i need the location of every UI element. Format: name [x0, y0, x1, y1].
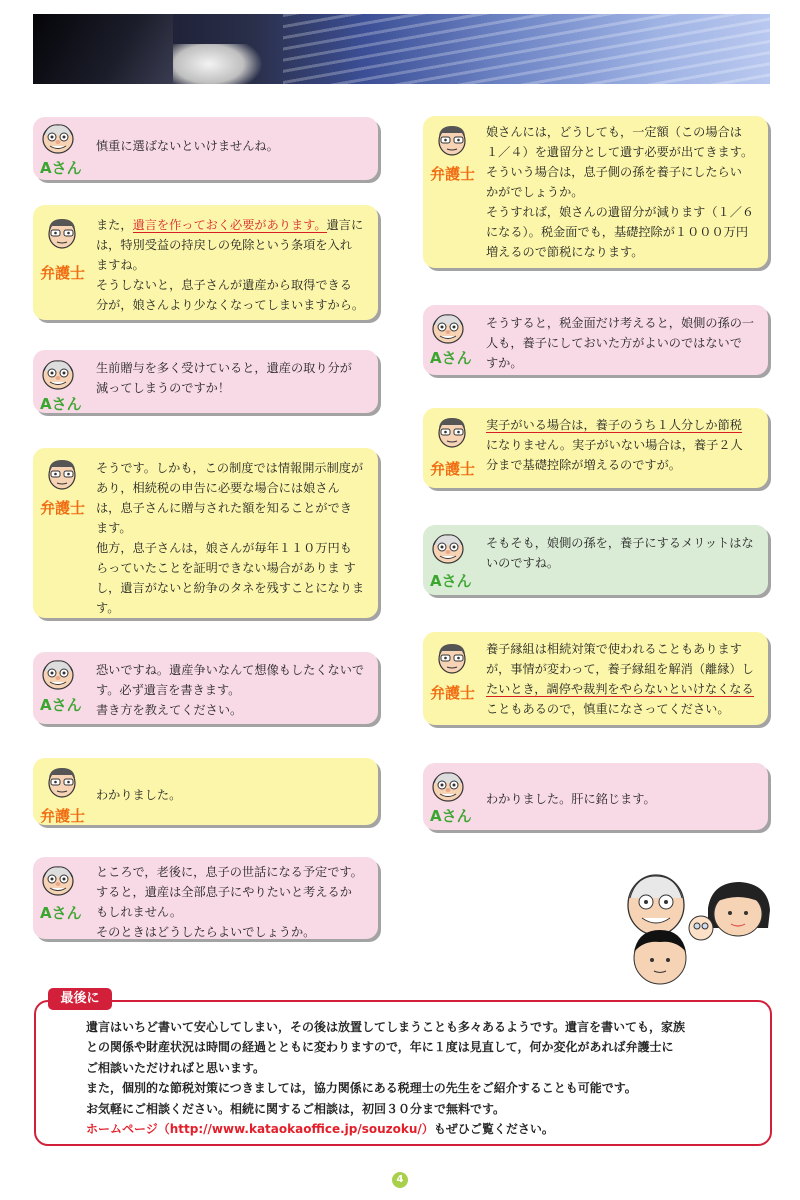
old-man-avatar-icon [38, 862, 78, 896]
dialog-text: そうすると，税金面だけ考えると，娘側の孫の一 人も，養子にしておいた方がよいのではないで すか。 [486, 316, 755, 370]
dialog-text: 生前贈与を多く受けていると，遺産の取り分が 減ってしまうのですか！ [96, 361, 352, 395]
header-photo-suit [33, 14, 173, 84]
speaker-lawyer-label: 弁護士 [40, 499, 86, 517]
dialog-text: 養子縁組は相続対策で使われることもあります が，事情が変わって，養子縁組を解消（離縁）し たいとき，調停や裁判をやらないといけなくなる こともあるので，慎重になさってください。 [486, 642, 754, 716]
dialog-text: そうです。しかも，この制度では情報開示制度が あり，相続税の申告に必要な場合には娘さん は，息子さんに贈与された額を知ることができ ます。 他方，息子さんは，娘さんが毎年１１０万円も らっていたことを証明できない場合がありま す し，遺言がないと紛争のタネを残すことになりま す。 [96, 461, 365, 615]
old-man-avatar-icon [38, 120, 78, 154]
lawyer-avatar-icon [42, 764, 82, 798]
header-banner [33, 14, 770, 84]
lawyer-avatar-icon [42, 456, 82, 490]
old-man-face-icon [628, 875, 684, 935]
dialog-text: 実子がいる場合は，養子のうち１人分しか節税 になりません。実子がいない場合は，養子２人 分まで基礎控除が増えるのですが。 [486, 418, 743, 472]
old-man-avatar-icon [38, 656, 78, 690]
woman-face-icon [708, 882, 770, 936]
family-illustration [616, 870, 786, 990]
dialog-text: また，遺言を作っておく必要があります。遺言に は，特別受益の持戻しの免除という条項を入れ ますね。 そうしないと，息子さんが遺産から取得できる 分が，娘さんより少なくなってしまいますから。 [96, 218, 365, 312]
final-note-text: 遺言はいちど書いて安心してしまい，その後は放置してしまうことも多々あるようです。遺言を書いても，家族 との関係や財産状況は時間の経過とともに変わりますので，年に１度は見直して，何か変化があれば弁護士に ご相談いただければと思います。 また，個別的な節税対策につきましては，協力関係にある税理士の先生をご紹介することも可能です。 お気軽にご相談ください。相続に関するご相談は，初回３０分まで無料です。 ホームページ（http://www.kataokaoffice.jp/souzoku/）もぜひご覧ください。 [86, 1020, 686, 1137]
speaker-lawyer-label: 弁護士 [40, 264, 86, 282]
dialog-text: わかりました。肝に銘じます。 [486, 792, 656, 806]
dialog-text: 恐いですね。遺産争いなんて想像もしたくないで す。必ず遺言を書きます。 書き方を教えてください。 [96, 663, 365, 717]
speaker-a-label: Aさん [40, 696, 82, 714]
old-man-avatar-icon [428, 768, 468, 802]
lawyer-avatar-icon [432, 640, 472, 674]
homepage-link[interactable]: ホームページ（http://www.kataokaoffice.jp/souzoku/） [86, 1122, 434, 1137]
dialog-text: ところで，老後に，息子の世話になる予定です。 すると，遺産は全部息子にやりたいと考えるか もしれません。 そのときはどうしたらよいでしょうか。 [96, 865, 363, 939]
page-number: 4 [392, 1172, 408, 1188]
dialog-text: そもそも，娘側の孫を，養子にするメリットはな いのですね。 [486, 536, 754, 570]
dialog-text: わかりました。 [96, 788, 182, 802]
speaker-a-label: Aさん [430, 349, 472, 367]
speaker-lawyer-label: 弁護士 [430, 684, 476, 702]
dialog-text: 慎重に選ばないといけませんね。 [96, 139, 279, 153]
speaker-lawyer-label: 弁護士 [430, 460, 476, 478]
speaker-a-label: Aさん [430, 572, 472, 590]
speaker-a-label: Aさん [40, 904, 82, 922]
boy-face-icon [634, 930, 686, 984]
speaker-lawyer-label: 弁護士 [430, 165, 476, 183]
old-man-avatar-icon [428, 530, 468, 564]
lawyer-avatar-icon [432, 122, 472, 156]
speaker-a-label: Aさん [40, 159, 82, 177]
old-man-avatar-icon [38, 356, 78, 390]
lawyer-avatar-icon [42, 215, 82, 249]
speaker-a-label: Aさん [40, 395, 82, 413]
header-photo-hand [173, 44, 263, 84]
dialog-text: 娘さんには，どうしても，一定額（この場合は １／４）を遺留分として遺す必要が出てきます。 そういう場合は，息子側の孫を養子にしたらい かがでしょうか。 そうすれば，娘さんの遺留分が減ります（１／６ になる）。税金面でも，基礎控除が１０００万円 増えるので節税になります。 [486, 125, 755, 259]
old-man-avatar-icon [428, 310, 468, 344]
lawyer-avatar-icon [432, 414, 472, 448]
baby-face-icon [689, 916, 713, 940]
header-photo-blinds [283, 14, 770, 84]
speaker-lawyer-label: 弁護士 [40, 807, 86, 825]
final-note-tag: 最後に [48, 988, 112, 1010]
speaker-a-label: Aさん [430, 807, 472, 825]
